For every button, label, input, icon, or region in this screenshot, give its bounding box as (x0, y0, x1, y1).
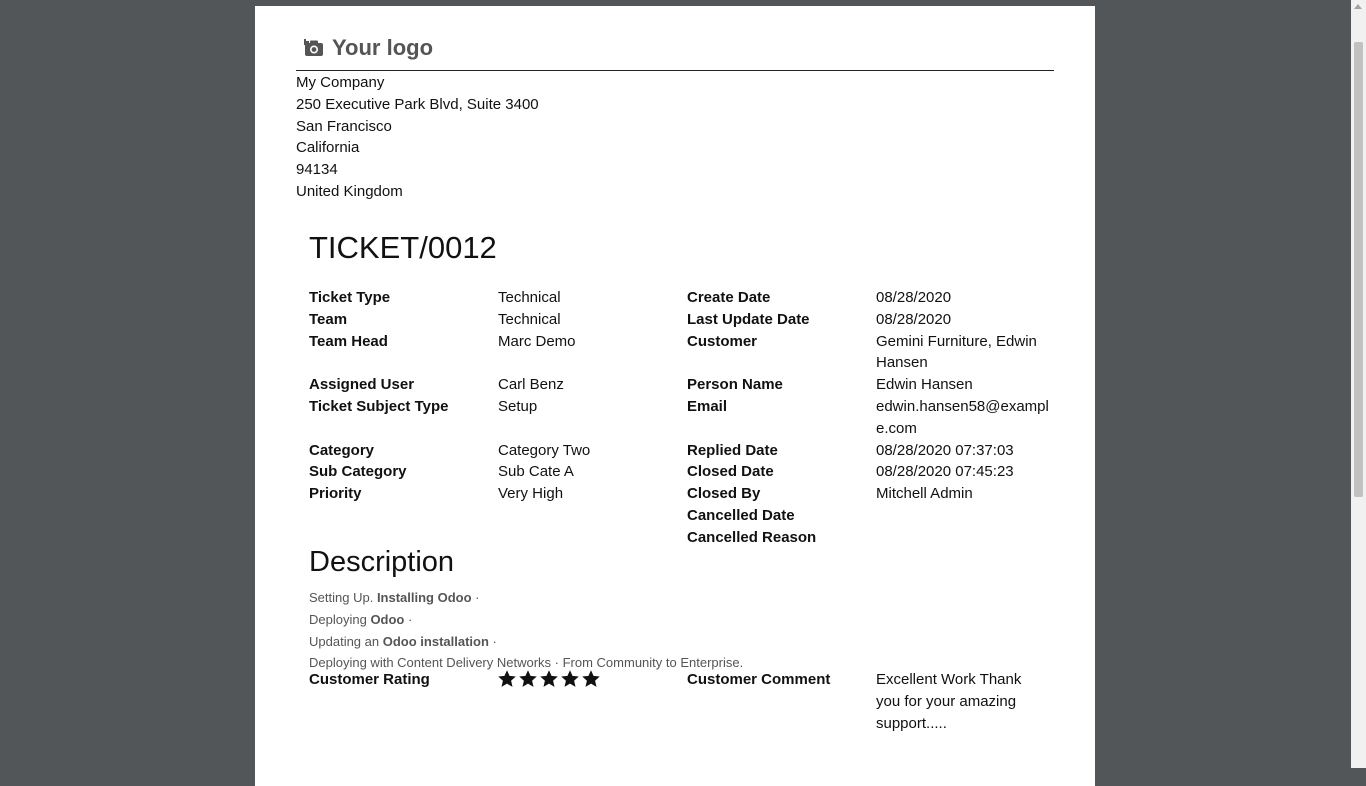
company-state: California (296, 139, 360, 157)
closed-date-value: 08/28/2020 07:45:23 (876, 463, 1014, 481)
star-icon (540, 670, 558, 734)
ticket-type-label: Ticket Type (309, 289, 391, 306)
company-address (296, 72, 539, 203)
report-header (296, 32, 1054, 71)
team-head-label: Team Head (309, 332, 388, 350)
vertical-scrollbar[interactable] (1351, 0, 1366, 768)
email-value: edwin.hansen58@example.com (876, 397, 1049, 437)
description-text: · (471, 590, 480, 605)
description-text: · (404, 611, 413, 627)
rating-row (309, 669, 1049, 734)
star-icon (561, 670, 579, 734)
team-value: Technical (498, 310, 561, 328)
description-line: Deploying with Content Delivery Networks · From Community to Enterprise. (309, 655, 744, 671)
replied-date-label: Replied Date (687, 441, 778, 459)
create-date-label: Create Date (687, 289, 771, 306)
scrollbar-thumb[interactable] (1354, 42, 1363, 497)
report-page (255, 6, 1095, 786)
team-label: Team (309, 310, 348, 328)
description-body (309, 587, 743, 674)
ticket-details (309, 287, 1049, 549)
description-text: Setting Up. (309, 590, 377, 605)
description-text: Deploying (309, 611, 371, 627)
customer-comment-label: Customer Comment (687, 671, 831, 688)
closed-date-label: Closed Date (687, 463, 774, 481)
ticket-subject-type-value: Setup (498, 397, 538, 415)
cancelled-date-value (876, 505, 1049, 527)
description-text: · (488, 633, 497, 649)
category-value: Category Two (498, 441, 591, 459)
replied-date-value: 08/28/2020 07:37:03 (876, 441, 1014, 459)
last-update-date-label: Last Update Date (687, 310, 810, 328)
category-label: Category (309, 441, 375, 459)
assigned-user-label: Assigned User (309, 376, 415, 394)
empty-cell (498, 505, 687, 527)
logo-text: Your logo (332, 35, 434, 60)
scroll-up-arrow-icon[interactable] (1354, 4, 1362, 9)
cancelled-date-label: Cancelled Date (687, 506, 795, 524)
ticket-type-value: Technical (498, 289, 561, 306)
closed-by-label: Closed By (687, 485, 761, 503)
ticket-number: TICKET/0012 (309, 230, 497, 265)
person-name-value: Edwin Hansen (876, 376, 973, 394)
star-icon (519, 670, 537, 734)
description-bold-text: Installing Odoo (376, 590, 472, 605)
cancelled-reason-value (876, 527, 1049, 549)
description-line (309, 587, 743, 609)
customer-rating-label: Customer Rating (309, 671, 430, 688)
closed-by-value: Mitchell Admin (876, 485, 973, 503)
star-icon (498, 670, 516, 734)
company-zip: 94134 (296, 161, 338, 179)
star-icon (582, 670, 600, 734)
description-bold-text: Odoo installation (382, 633, 489, 649)
person-name-label: Person Name (687, 376, 783, 394)
customer-label: Customer (687, 332, 758, 350)
company-name: My Company (296, 74, 385, 91)
customer-comment-value: Excellent Work Thank you for your amazing support..... (876, 671, 1022, 732)
sub-category-label: Sub Category (309, 463, 407, 481)
company-country: United Kingdom (296, 182, 403, 200)
priority-label: Priority (309, 485, 362, 503)
camera-icon (304, 39, 324, 57)
cancelled-reason-label: Cancelled Reason (687, 528, 817, 546)
customer-value: Gemini Furniture, Edwin Hansen (876, 332, 1037, 372)
description-bold-text: Odoo (370, 611, 405, 627)
description-text: Updating an (309, 633, 383, 649)
empty-cell (498, 527, 687, 549)
sub-category-value: Sub Cate A (498, 463, 574, 481)
priority-value: Very High (498, 485, 564, 503)
rating-stars (498, 669, 687, 734)
description-line (309, 609, 743, 631)
team-head-value: Marc Demo (498, 332, 576, 350)
last-update-date-value: 08/28/2020 (876, 310, 952, 328)
description-heading: Description (309, 546, 455, 578)
create-date-value: 08/28/2020 (876, 289, 952, 306)
company-logo (304, 34, 433, 62)
company-street: 250 Executive Park Blvd, Suite 3400 (296, 95, 539, 113)
email-label: Email (687, 397, 728, 415)
ticket-subject-type-label: Ticket Subject Type (309, 397, 449, 415)
empty-cell (309, 505, 498, 527)
description-line (309, 631, 743, 653)
company-city: San Francisco (296, 117, 392, 135)
assigned-user-value: Carl Benz (498, 376, 564, 394)
